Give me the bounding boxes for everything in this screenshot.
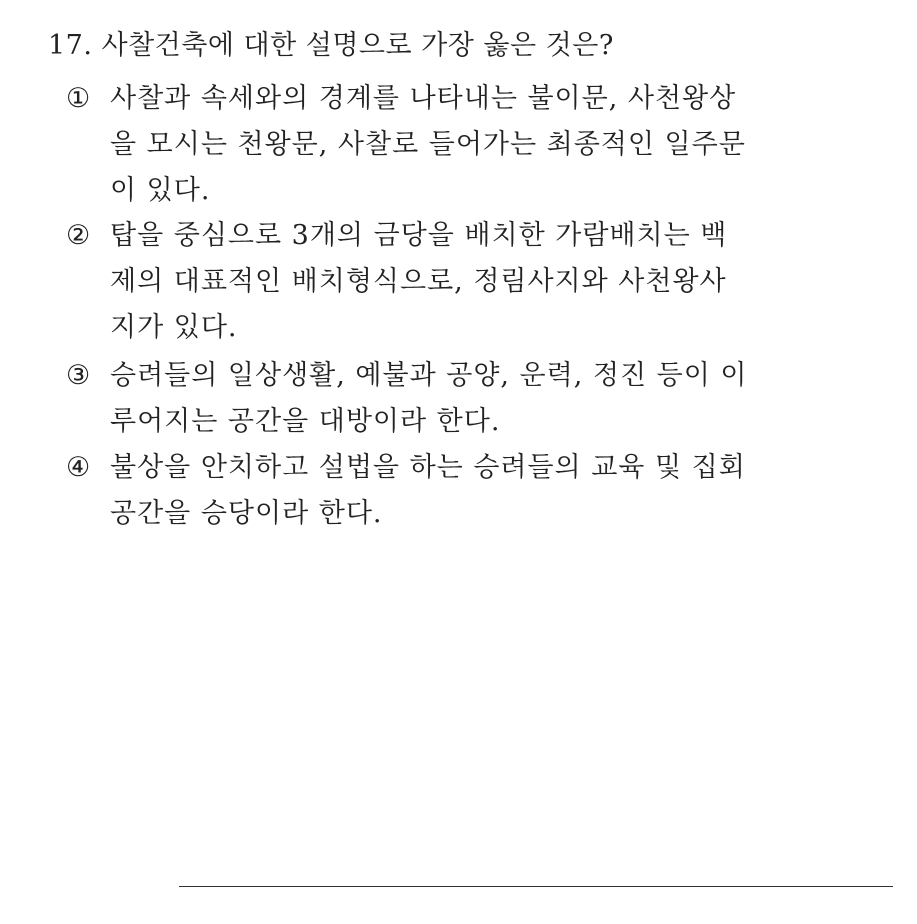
option-number: ③ — [66, 360, 91, 391]
option-number: ① — [66, 83, 91, 114]
option-number: ④ — [66, 452, 91, 483]
option-text: 탑을 중심으로 3개의 금당을 배치한 가람배치는 백제의 대표적인 배치형식으로, 정림사지와 사천왕사지가 있다. — [110, 220, 728, 343]
option-text: 불상을 안치하고 설법을 하는 승려들의 교육 및 집회 공간을 승당이라 한다. — [110, 452, 746, 529]
option-number: ② — [66, 220, 91, 251]
footer-divider — [179, 886, 893, 887]
option-text: 승려들의 일상생활, 예불과 공양, 운력, 정진 등이 이루어지는 공간을 대방이라 한다. — [110, 360, 748, 437]
option-text: 사찰과 속세와의 경계를 나타내는 불이문, 사천왕상을 모시는 천왕문, 사찰로 들어가는 최종적인 일주문이 있다. — [110, 83, 746, 206]
question-title: 17. 사찰건축에 대한 설명으로 가장 옳은 것은? — [48, 30, 614, 61]
